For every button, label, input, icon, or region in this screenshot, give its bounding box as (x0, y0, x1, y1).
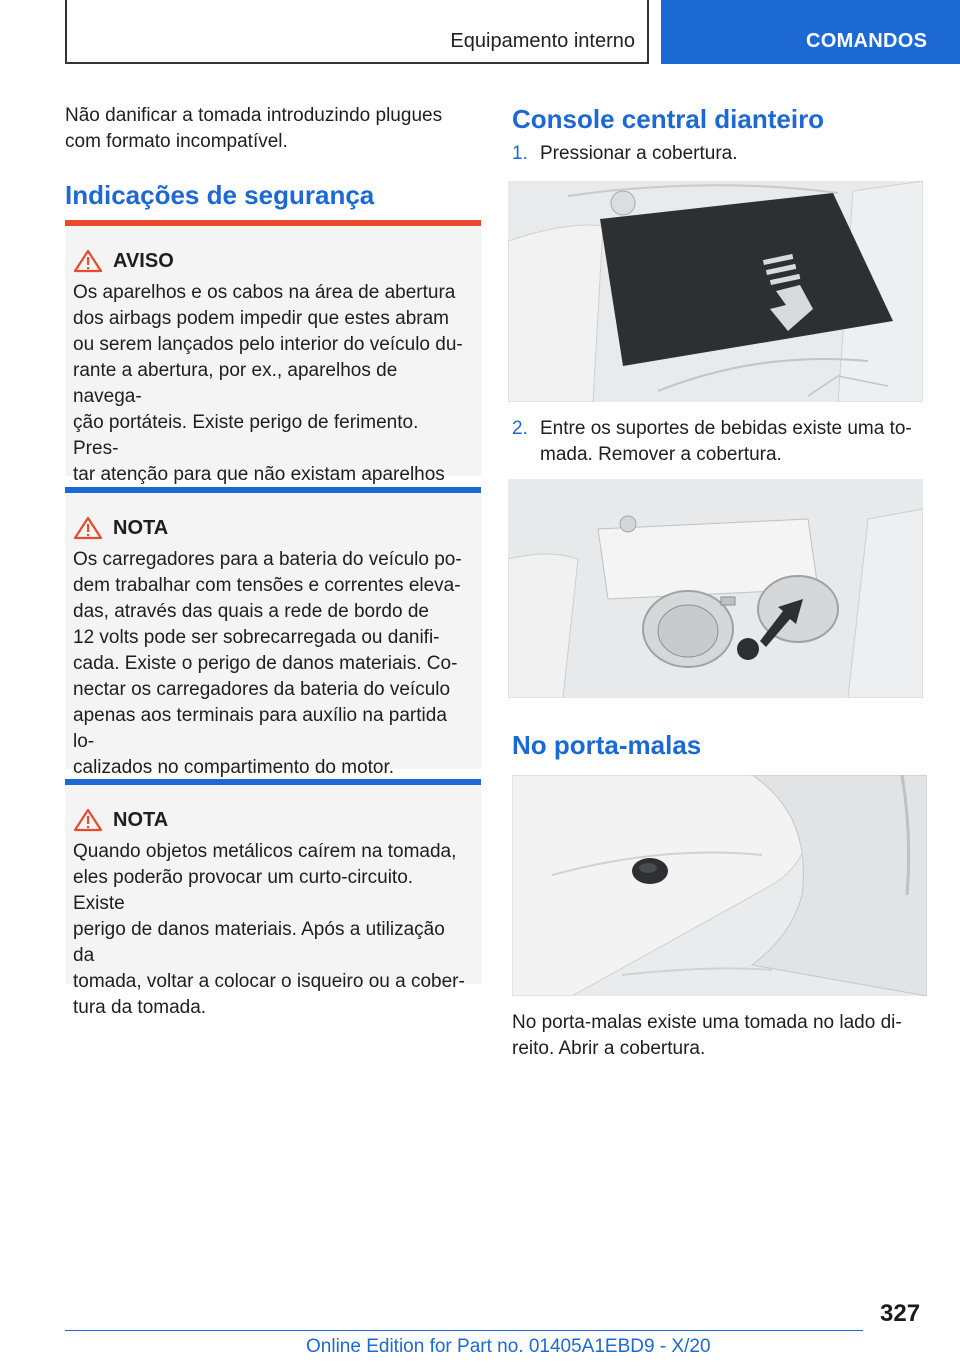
note-line: cada. Existe o perigo de danos materiais. Co- (73, 653, 458, 674)
note-title (73, 515, 469, 541)
note-title (73, 807, 469, 833)
step-line: mada. Remover a cobertura. (540, 444, 782, 465)
page-number: 327 (880, 1300, 921, 1327)
warning-box (65, 220, 481, 485)
intro-line: com formato incompatível. (65, 131, 288, 152)
note-line: nectar os carregadores da bateria do veículo (73, 679, 451, 700)
note-label: NOTA (113, 517, 169, 539)
note-label: NOTA (113, 809, 169, 831)
note-line: tura da tomada. (73, 997, 207, 1018)
warning-triangle-icon (73, 249, 103, 273)
footer-rule (65, 1330, 863, 1331)
intro-line: Não danificar a tomada introduzindo plugues (65, 105, 443, 126)
note-body (73, 547, 469, 781)
note-line: perigo de danos materiais. Após a utilização da (73, 919, 445, 966)
header-section-tab (65, 0, 649, 64)
step-number: 1. (512, 143, 528, 164)
step-list-2 (512, 416, 922, 468)
warning-triangle-icon (73, 516, 103, 540)
trunk-line: reito. Abrir a cobertura. (512, 1038, 706, 1059)
safety-heading-wrap (65, 180, 485, 211)
header-chapter-title: COMANDOS (806, 30, 928, 52)
console-cover-illustration (508, 181, 923, 402)
step-text (540, 416, 912, 468)
intro-text (65, 103, 481, 155)
note-line: eles poderão provocar um curto-circuito. Existe (73, 867, 414, 914)
warning-title (73, 248, 469, 274)
warning-label: AVISO (113, 250, 174, 272)
header-section-title: Equipamento interno (450, 30, 635, 52)
warning-line: dos airbags podem impedir que estes abram (73, 308, 449, 329)
console-heading-wrap (512, 104, 932, 135)
note-line: Quando objetos metálicos caírem na tomada, (73, 841, 457, 862)
trunk-socket-illustration (512, 775, 927, 996)
trunk-text (512, 1010, 932, 1062)
step-2 (512, 416, 922, 468)
note-line: calizados no compartimento do motor. (73, 757, 395, 778)
header-chapter-tab (661, 0, 960, 64)
trunk-heading-wrap (512, 730, 932, 761)
note-line: apenas aos terminais para auxílio na partida lo- (73, 705, 447, 752)
warning-line: tar atenção para que não existam aparelhos (73, 464, 445, 485)
note-box-metal-objects (65, 779, 481, 1018)
note-line: tomada, voltar a colocar o isqueiro ou a cober- (73, 971, 465, 992)
note-line: Os carregadores para a bateria do veículo po- (73, 549, 462, 570)
note-line: dem trabalhar com tensões e correntes eleva- (73, 575, 461, 596)
warning-line: rante a abertura, por ex., aparelhos de navega- (73, 360, 398, 407)
console-heading: Console central dianteiro (512, 104, 825, 134)
footer-edition: Online Edition for Part no. 01405A1EBD9 - X/20 (306, 1336, 711, 1357)
trunk-line: No porta-malas existe uma tomada no lado di- (512, 1012, 902, 1033)
warning-line: ção portáteis. Existe perigo de ferimento. Pres- (73, 412, 419, 459)
step-number: 2. (512, 418, 528, 439)
step-1 (512, 141, 922, 167)
warning-body (73, 280, 469, 514)
trunk-heading: No porta-malas (512, 730, 702, 760)
warning-triangle-icon (73, 808, 103, 832)
note-line: das, através das quais a rede de bordo de (73, 601, 429, 622)
safety-heading: Indicações de segurança (65, 180, 375, 210)
step-line: Entre os suportes de bebidas existe uma to- (540, 418, 912, 439)
note-line: 12 volts pode ser sobrecarregada ou danifi- (73, 627, 440, 648)
warning-line: Os aparelhos e os cabos na área de abertura (73, 282, 456, 303)
step-list-1 (512, 141, 922, 167)
cupholder-socket-illustration (508, 479, 923, 698)
note-box-chargers (65, 487, 481, 778)
step-text: Pressionar a cobertura. (540, 143, 738, 164)
note-body (73, 839, 469, 1021)
warning-line: ou serem lançados pelo interior do veículo du- (73, 334, 463, 355)
